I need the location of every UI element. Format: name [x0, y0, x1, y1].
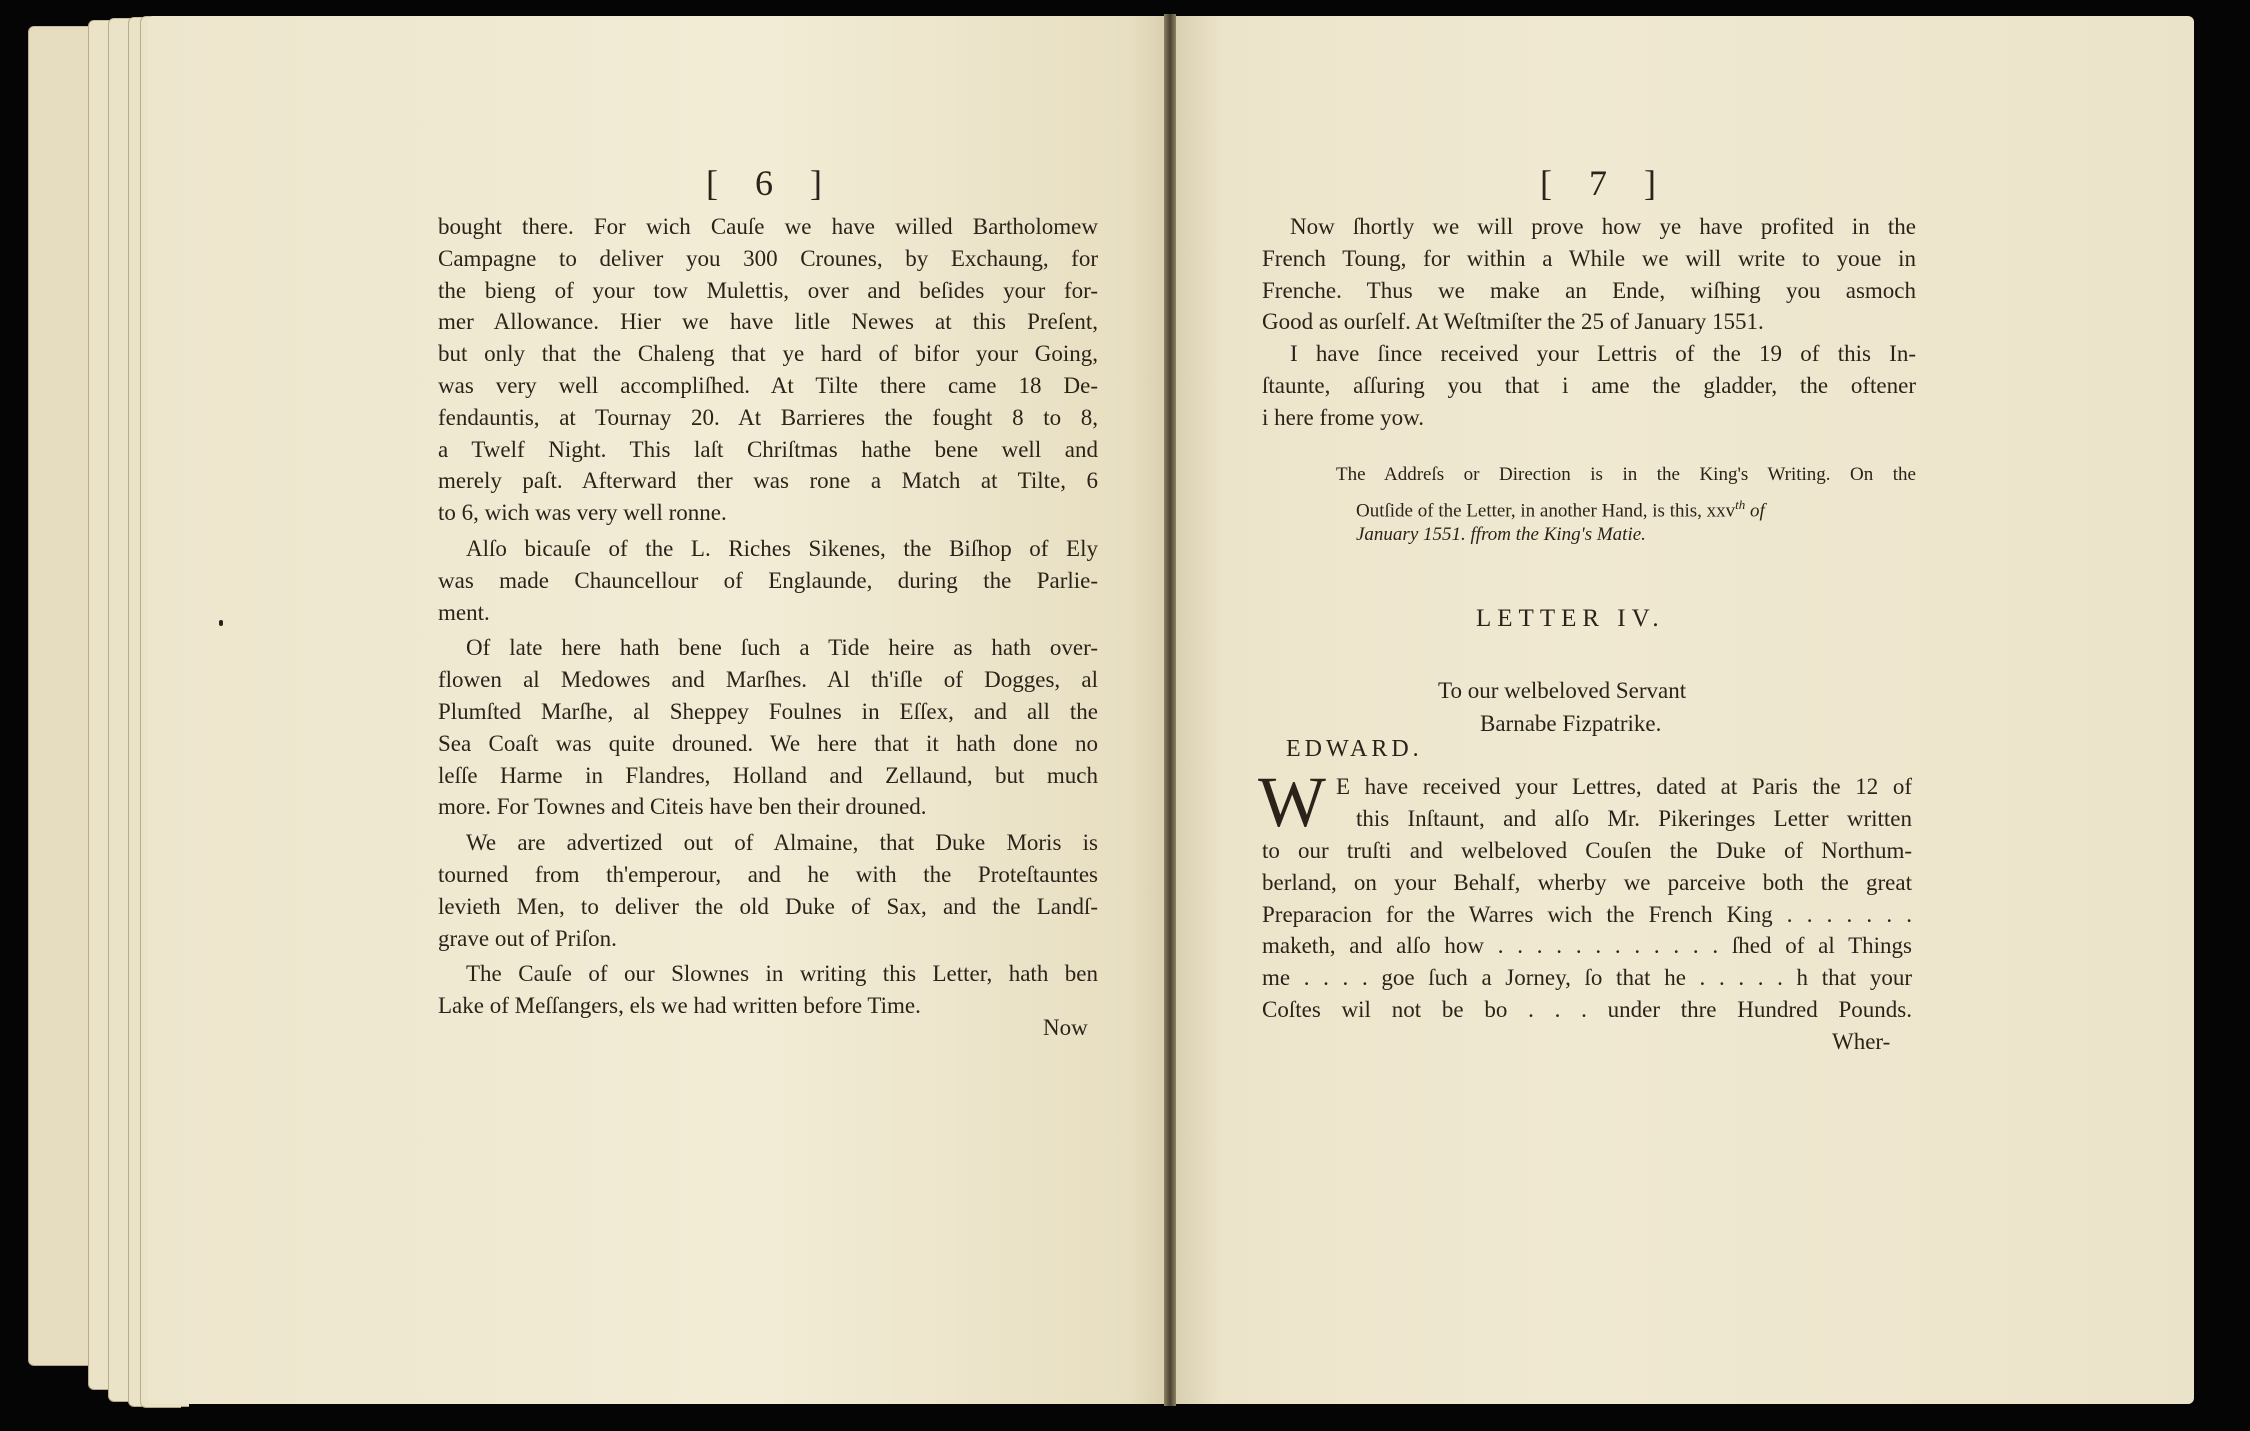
text-line: maketh, and alſo how . . . . . . . . . . . . ſhed of al Things: [1262, 933, 1912, 959]
text-line: Campagne to deliver you 300 Crounes, by Exchaung, for: [438, 245, 1098, 271]
text-line: a Twelf Night. This laſt Chriſtmas hathe bene well and: [438, 436, 1098, 462]
note-line-text: Outſide of the Letter, in another Hand, is this, xxv: [1356, 500, 1736, 522]
text-line: flowen al Medowes and Marſhes. Al th'iſle of Dogges, al: [438, 667, 1098, 693]
text-line: ment.: [438, 599, 490, 625]
text-line: Of late here hath bene ſuch a Tide heire as hath over-: [466, 635, 1098, 661]
address-line: Barnabe Fizpatrike.: [1480, 711, 1662, 736]
left-catchword: Now: [1043, 1015, 1088, 1040]
text-line: tourned from th'emperour, and he with the Proteſtauntes: [438, 861, 1098, 887]
salutation: EDWARD.: [1286, 736, 1423, 762]
text-line: Lake of Meſſangers, els we had written before Time.: [438, 993, 921, 1019]
right-page-body: [1262, 211, 1916, 434]
text-line: me . . . . goe ſuch a Jorney, ſo that he . . . . . h that your: [1262, 965, 1912, 991]
text-line: but only that the Chaleng that ye hard of bifor your Going,: [438, 341, 1098, 367]
address-line: To our welbeloved Servant: [1438, 678, 1687, 703]
text-line: Sea Coaſt was quite drouned. We here that it hath done no: [438, 730, 1098, 756]
text-line: Plumſted Marſhe, al Sheppey Foulnes in Eſſex, and all the: [438, 698, 1098, 724]
text-line: mer Allowance. Hier we have litle Newes at this Preſent,: [438, 309, 1098, 335]
text-line: leſſe Harme in Flandres, Holland and Zellaund, but much: [438, 762, 1098, 788]
text-line: grave out of Priſon.: [438, 925, 617, 951]
text-line: i here frome yow.: [1262, 404, 1424, 430]
text-line: The Cauſe of our Slownes in writing this Letter, hath ben: [466, 961, 1098, 987]
note-line: January 1551. ffrom the King's Matie.: [1356, 524, 1646, 545]
letter-body: [1262, 835, 1912, 1026]
letter-line: this Inſtaunt, and alſo Mr. Pikeringes Letter written: [1356, 806, 1912, 831]
address-note: [1336, 460, 1916, 550]
text-line: French Toung, for within a While we will write to youe in: [1262, 245, 1916, 271]
text-line: fendauntis, at Tournay 20. At Barrieres the fought 8 to 8,: [438, 404, 1098, 430]
ink-spot: [219, 620, 223, 626]
left-page-number: [ 6 ]: [706, 163, 836, 203]
right-catchword: Wher-: [1832, 1029, 1891, 1054]
text-line: the bieng of your tow Mulettis, over and beſides your for-: [438, 277, 1098, 303]
letter-heading: LETTER IV.: [1476, 605, 1665, 632]
text-line: was made Chauncellour of Englaunde, during the Parlie-: [438, 567, 1098, 593]
text-line: ſtaunte, aſſuring you that i ame the gladder, the oftener: [1262, 372, 1916, 398]
text-line: Alſo bicauſe of the L. Riches Sikenes, the Biſhop of Ely: [466, 535, 1098, 561]
text-line: Preparacion for the Warres wich the French King . . . . . . .: [1262, 901, 1912, 927]
letter-line: E have received your Lettres, dated at Paris the 12 of: [1336, 774, 1912, 799]
text-line: levieth Men, to deliver the old Duke of Sax, and the Landſ-: [438, 893, 1098, 919]
text-line: We are advertized out of Almaine, that Duke Moris is: [466, 830, 1098, 856]
note-of: of: [1750, 500, 1765, 522]
text-line: merely paſt. Afterward ther was rone a Match at Tilte, 6: [438, 468, 1098, 494]
right-page-number: [ 7 ]: [1540, 163, 1670, 203]
note-line: [1336, 490, 1916, 520]
text-line: berland, on your Behalf, wherby we parceive both the great: [1262, 869, 1912, 895]
text-line: was very well accompliſhed. At Tilte there came 18 De-: [438, 372, 1098, 398]
text-line: Frenche. Thus we make an Ende, wiſhing you asmoch: [1262, 277, 1916, 303]
book-gutter: [1164, 14, 1176, 1406]
text-line: Good as ourſelf. At Weſtmiſter the 25 of January 1551.: [1262, 309, 1764, 335]
text-line: Coſtes wil not be bo . . . under thre Hundred Pounds.: [1262, 996, 1912, 1022]
text-line: I have ſince received your Lettris of the 19 of this In-: [1290, 341, 1916, 367]
text-line: to 6, wich was very well ronne.: [438, 500, 727, 526]
text-line: Now ſhortly we will prove how ye have profited in the: [1290, 214, 1916, 239]
note-sup: th: [1735, 497, 1746, 512]
text-line: bought there. For wich Cauſe we have willed Bartholomew: [438, 214, 1098, 239]
drop-cap: W: [1258, 762, 1326, 842]
note-line: The Addreſs or Direction is in the King's Writing. On the: [1336, 464, 1916, 485]
text-line: more. For Townes and Citeis have ben their drouned.: [438, 794, 927, 820]
left-page-body: [438, 211, 1098, 1022]
text-line: to our truſti and welbeloved Couſen the Duke of Northum-: [1262, 838, 1912, 863]
